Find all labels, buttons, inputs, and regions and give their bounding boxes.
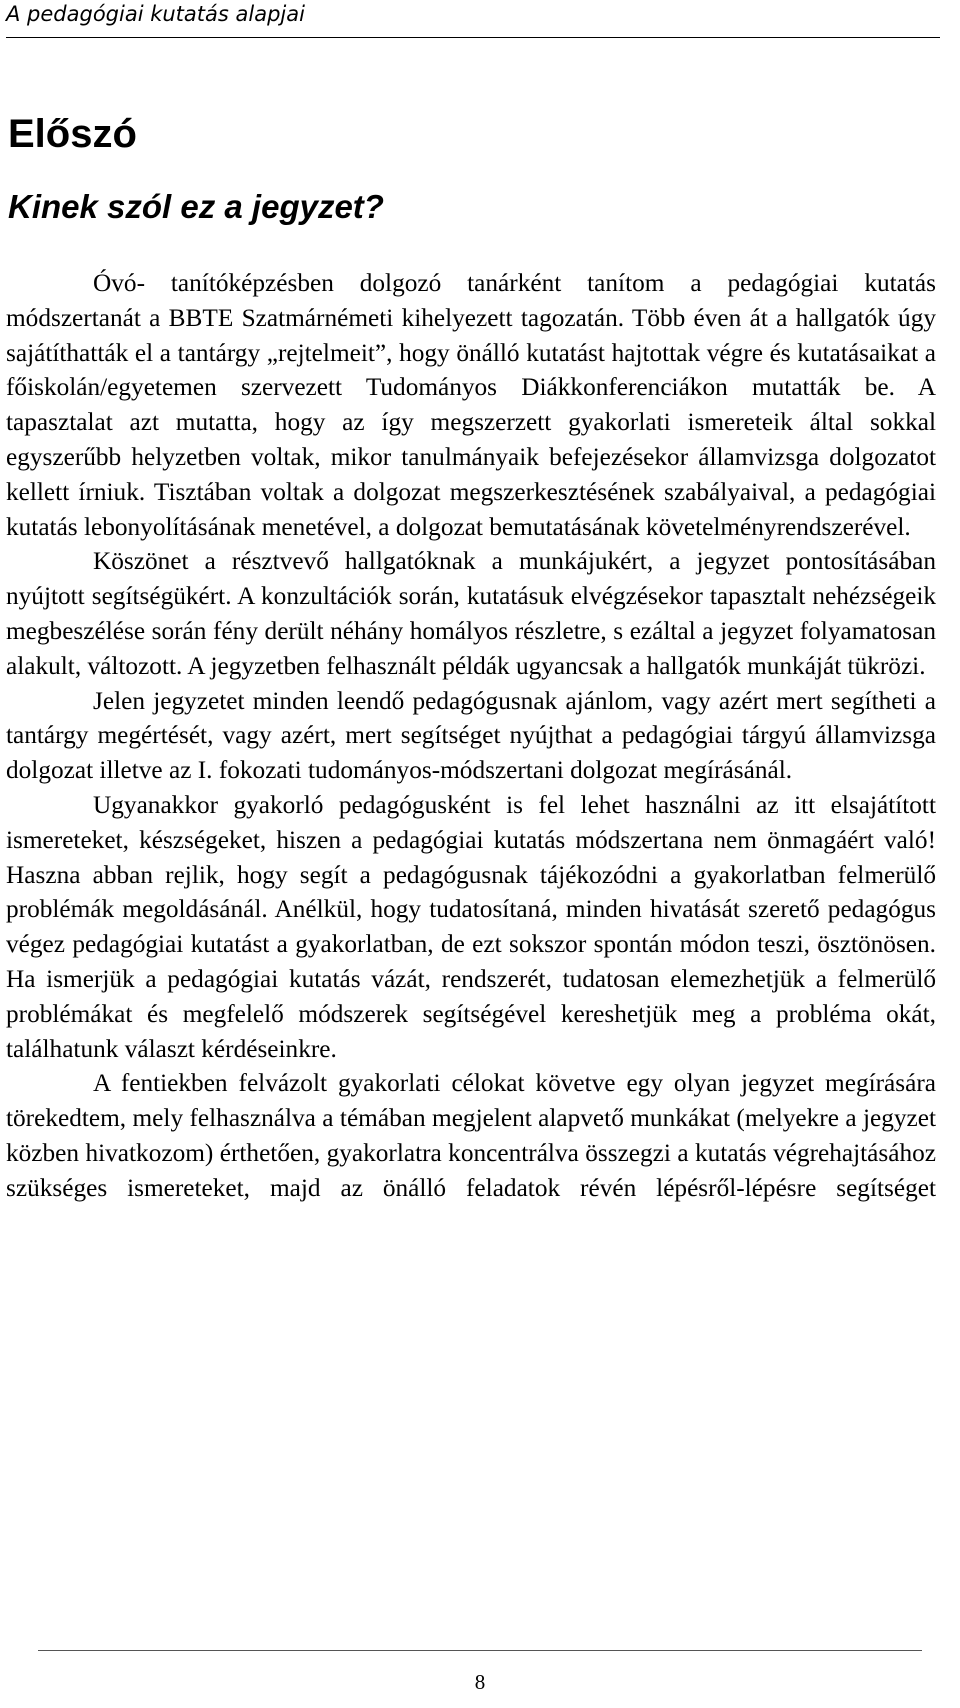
- body-text: [6, 266, 936, 1206]
- chapter-title: Előszó: [8, 112, 137, 156]
- footer-rule: [38, 1650, 922, 1651]
- header-rule: [6, 37, 940, 38]
- paragraph-1: Óvó- tanítóképzésben dolgozó tanárként tanítom a pedagógiai kutatás módszertanát a BBTE Szatmárnémeti kihelyezett tagozatán. Több éven át a hallgatók úgy sajátíthatták el a tantárgy „rejtelmeit”, hogy önálló kutatást hajtottak végre és kutatásaikat a főiskolán/egyetemen szervezett Tudományos Diákkonferenciákon mutatták be. A tapasztalat azt mutatta, hogy az így megszerzett gyakorlati ismereteik által sokkal egyszerűbb helyzetben voltak, mikor tanulmányaik befejezésekor államvizsga dolgozatot kellett írniuk. Tisztában voltak a dolgozat megszerkesztésének szabályaival, a pedagógiai kutatás lebonyolításának menetével, a dolgozat bemutatásának követelményrendszerével.: [6, 269, 936, 541]
- running-header: A pedagógiai kutatás alapjai: [6, 2, 305, 26]
- paragraph-5: A fentiekben felvázolt gyakorlati célokat követve egy olyan jegyzet megírására törekedtem, mely felhasználva a témában megjelent alapvető munkákat (melyekre a jegyzet közben hivatkozom) érthetően, gyakorlatra koncentrálva összegzi a kutatás végrehajtásához szükséges ismereteket, majd az önálló feladatok révén lépésről-lépésre segítséget: [6, 1069, 936, 1202]
- section-title: Kinek szól ez a jegyzet?: [8, 188, 384, 225]
- page-number: 8: [474, 1670, 486, 1694]
- paragraph-4: Ugyanakkor gyakorló pedagógusként is fel lehet használni az itt elsajátított ismereteket, készségeket, hiszen a pedagógiai kutatás módszertana nem önmagáért való! Haszna abban rejlik, hogy segít a pedagógusnak tájékozódni a gyakorlatban felmerülő problémák megoldásánál. Anélkül, hogy tudatosítaná, minden hivatását szerető pedagógus végez pedagógiai kutatást a gyakorlatban, de ezt sokszor spontán módon teszi, ösztönösen. Ha ismerjük a pedagógiai kutatás vázát, rendszerét, tudatosan elemezhetjük a felmerülő problémákat és megfelelő módszerek segítségével kereshetjük meg a probléma okát, találhatunk választ kérdéseinkre.: [6, 790, 936, 1063]
- paragraph-2: Köszönet a résztvevő hallgatóknak a munkájukért, a jegyzet pontosításában nyújtott segítségükért. A konzultációk során, kutatásuk elvégzésekor tapasztalt nehézségeik megbeszélése során fény derült néhány homályos részletre, s ezáltal a jegyzet folyamatosan alakult, változott. A jegyzetben felhasznált példák ugyancsak a hallgatók munkáját tükrözi.: [6, 547, 936, 680]
- paragraph-3: Jelen jegyzetet minden leendő pedagógusnak ajánlom, vagy azért mert segítheti a tantárgy megértését, vagy azért, mert segítséget nyújthat a pedagógiai tárgyú államvizsga dolgozat illetve az I. fokozati tudományos-módszertani dolgozat megírásánál.: [6, 686, 936, 785]
